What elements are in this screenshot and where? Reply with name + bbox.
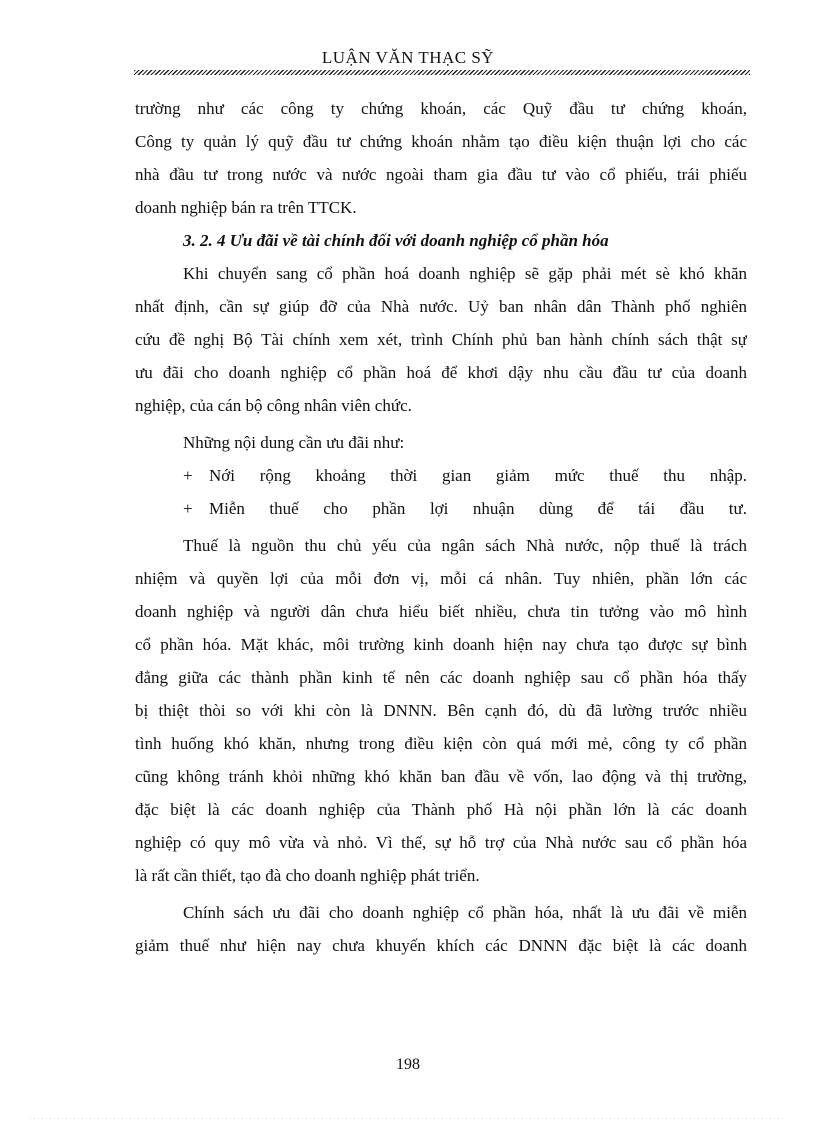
page-number: 198 bbox=[396, 1056, 420, 1073]
bullet-symbol: + bbox=[183, 498, 193, 518]
paragraph-line: doanh nghiệp bán ra trên TTCK. bbox=[135, 198, 357, 217]
paragraph-line: đẳng giữa các thành phần kinh tế nên các doanh nghiệp sau cổ phần hóa thấy bbox=[135, 668, 747, 687]
paragraph-line: doanh nghiệp và người dân chưa hiểu biết nhiều, chưa tin tưởng vào mô hình bbox=[135, 602, 747, 621]
paragraph-line: trường như các công ty chứng khoán, các Quỹ đầu tư chứng khoán, bbox=[135, 99, 747, 118]
paragraph-line: nhà đầu tư trong nước và nước ngoài tham gia đầu tư vào cổ phiếu, trái phiếu bbox=[135, 165, 747, 184]
paragraph-line: Khi chuyển sang cổ phần hoá doanh nghiệp sẽ gặp phải mét sè khó khăn bbox=[183, 264, 747, 283]
paragraph-line: cổ phần hóa. Mặt khác, môi trường kinh doanh hiện nay chưa tạo được sự bình bbox=[135, 635, 747, 654]
footer-divider bbox=[30, 1118, 786, 1119]
paragraph-line: nghiệp, của cán bộ công nhân viên chức. bbox=[135, 396, 412, 415]
paragraph-line: nhiệm và quyền lợi của mỗi đơn vị, mỗi cá nhân. Tuy nhiên, phần lớn các bbox=[135, 569, 747, 588]
paragraph-line: cứu đề nghị Bộ Tài chính xem xét, trình Chính phủ ban hành chính sách thật sự bbox=[135, 330, 747, 349]
paragraph-line: cũng không tránh khỏi những khó khăn ban đầu về vốn, lao động và thị trường, bbox=[135, 767, 747, 786]
paragraph-line: giảm thuế như hiện nay chưa khuyến khích các DNNN đặc biệt là các doanh bbox=[135, 936, 747, 955]
page-header-title: LUẬN VĂN THẠC SỸ bbox=[321, 48, 495, 67]
paragraph-line: Thuế là nguồn thu chủ yếu của ngân sách Nhà nước, nộp thuế là trách bbox=[183, 536, 747, 555]
paragraph-line: Chính sách ưu đãi cho doanh nghiệp cổ phần hóa, nhất là ưu đãi về miễn bbox=[183, 903, 747, 922]
paragraph-line: ưu đãi cho doanh nghiệp cổ phần hoá để khơi dậy nhu cầu đầu tư của doanh bbox=[135, 363, 747, 382]
section-heading: 3. 2. 4 Ưu đãi về tài chính đối với doanh nghiệp cổ phần hóa bbox=[183, 231, 609, 250]
paragraph-line: Những nội dung cần ưu đãi như: bbox=[183, 433, 405, 452]
paragraph-line: là rất cần thiết, tạo đà cho doanh nghiệp phát triển. bbox=[135, 866, 480, 885]
paragraph-line: Công ty quản lý quỹ đầu tư chứng khoán nhằm tạo điều kiện thuận lợi cho các bbox=[135, 132, 747, 151]
paragraph-line: nhất định, cần sự giúp đỡ của Nhà nước. Uỷ ban nhân dân Thành phố nghiên bbox=[135, 297, 747, 316]
paragraph-line: tình huống khó khăn, nhưng trong điều kiện còn quá mới mẻ, công ty cổ phần bbox=[135, 734, 747, 753]
bullet-text: Miễn thuế cho phần lợi nhuận dùng để tái đầu tư. bbox=[209, 498, 747, 518]
paragraph-line: bị thiệt thòi so với khi còn là DNNN. Bên cạnh đó, dù đã lường trước nhiều bbox=[135, 701, 747, 720]
bullet-item bbox=[135, 459, 747, 492]
header-divider bbox=[134, 70, 750, 75]
paragraph-line: nghiệp có quy mô vừa và nhỏ. Vì thế, sự hỗ trợ của Nhà nước sau cổ phần hóa bbox=[135, 833, 747, 852]
bullet-item bbox=[135, 492, 747, 525]
paragraph-line: đặc biệt là các doanh nghiệp của Thành phố Hà nội phần lớn là các doanh bbox=[135, 800, 747, 819]
bullet-text: Nới rộng khoảng thời gian giảm mức thuế thu nhập. bbox=[209, 465, 747, 485]
document-body bbox=[135, 92, 747, 962]
bullet-symbol: + bbox=[183, 465, 193, 485]
